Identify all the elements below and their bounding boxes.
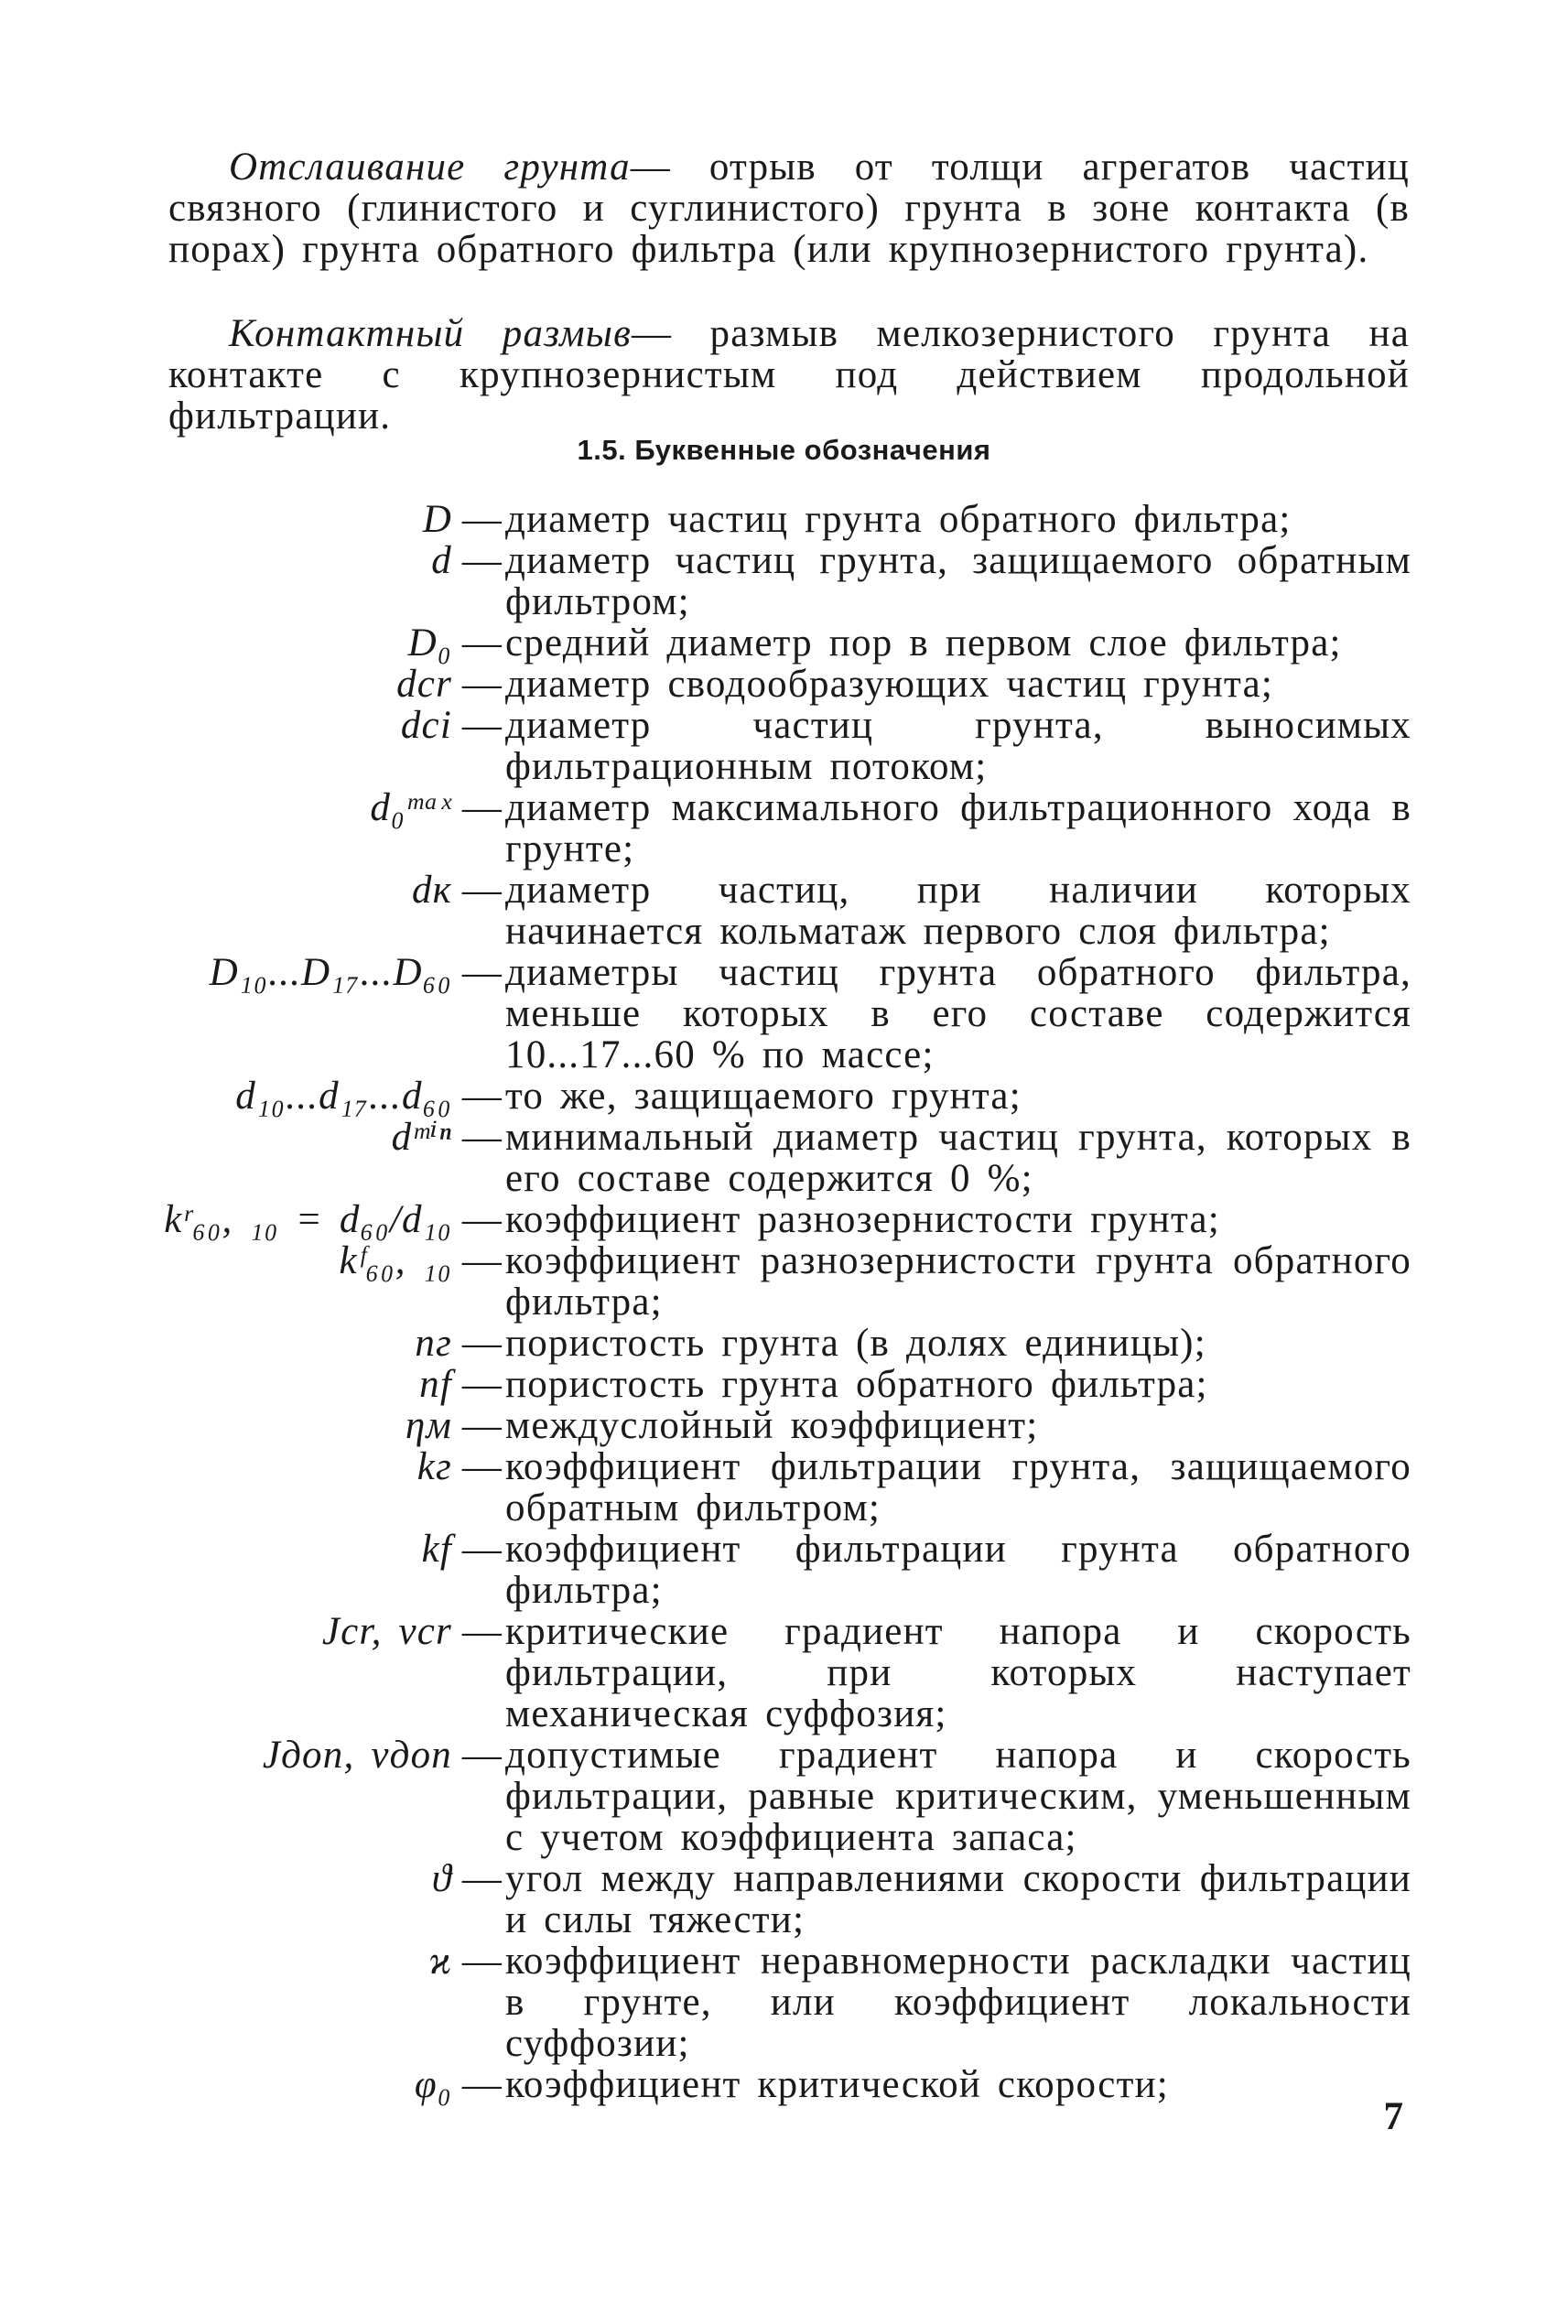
- definition-contact-erosion: — размыв мелкозернистого грунта на контакте с крупнозернистым под действием продольной фильтрации.: [168, 312, 1410, 438]
- page-number: 7: [1383, 2095, 1403, 2138]
- em-dash: —: [461, 1528, 503, 1571]
- intro-paragraph-2: [168, 313, 1410, 437]
- em-dash: —: [461, 786, 503, 829]
- em-dash: —: [461, 704, 503, 747]
- symbol-description: допустимые градиент напора и скорость фильтрации, равные критическим, уменьшенным с учетом коэффициента запаса;: [505, 1734, 1411, 1859]
- em-dash: —: [461, 869, 503, 912]
- symbol: dк: [411, 869, 452, 912]
- symbol-definition-row: [119, 1611, 1411, 1735]
- symbol-definition-row: [119, 870, 1411, 952]
- symbol: nг: [415, 1322, 452, 1365]
- symbol-description: диаметр частиц грунта, защищаемого обратным фильтром;: [505, 539, 1411, 623]
- symbol-description: диаметр максимального фильтрационного хода в грунте;: [505, 786, 1411, 870]
- symbol-description: средний диаметр пор в первом слое фильтра;: [505, 622, 1342, 665]
- em-dash: —: [461, 498, 503, 541]
- symbol-definition-row: [119, 1323, 1411, 1364]
- symbol-description: диаметр частиц грунта, выносимых фильтрационным потоком;: [505, 704, 1411, 788]
- symbol-description: коэффициент разнозернистости грунта обратного фильтра;: [505, 1239, 1411, 1324]
- symbol: D₀: [407, 622, 452, 665]
- symbol-description: диаметры частиц грунта обратного фильтра, меньше которых в его составе содержится 10...17...60 % по массе;: [505, 951, 1411, 1076]
- symbol: ϰ: [428, 1940, 452, 1983]
- symbol-description: диаметр сводообразующих частиц грунта;: [505, 663, 1274, 706]
- em-dash: —: [461, 539, 503, 582]
- symbol-definition-row: [119, 1240, 1411, 1323]
- em-dash: —: [461, 1116, 503, 1159]
- symbol-description: критические градиент напора и скорость фильтрации, при которых наступает механическая суффозия;: [505, 1610, 1411, 1735]
- em-dash: —: [461, 1363, 503, 1406]
- symbol-definition-row: [119, 499, 1411, 540]
- symbol: kf: [421, 1528, 452, 1571]
- em-dash: —: [461, 1322, 503, 1365]
- symbol: dcr: [396, 663, 452, 706]
- symbol: ηм: [405, 1404, 452, 1447]
- symbol: Jcr, vcr: [321, 1610, 452, 1653]
- symbol: d: [431, 539, 452, 582]
- symbol: kг: [416, 1445, 452, 1488]
- symbol-definition-row: [119, 622, 1411, 664]
- em-dash: —: [461, 1940, 503, 1983]
- symbol-definition-row: [119, 664, 1411, 705]
- symbol-description: коэффициент неравномерности раскладки частиц в грунте, или коэффициент локальности суффозии;: [505, 1940, 1411, 2065]
- symbol-description: коэффициент разнозернистости грунта;: [505, 1198, 1220, 1241]
- symbol: dci: [400, 704, 452, 747]
- em-dash: —: [461, 1239, 503, 1282]
- symbol-definition-row: [119, 1446, 1411, 1529]
- symbol-description: междуслойный коэффициент;: [505, 1404, 1039, 1447]
- symbol: ϑ: [431, 1857, 452, 1900]
- symbol: kʳ₆₀, ₁₀ = d₆₀/d₁₀: [164, 1198, 452, 1241]
- em-dash: —: [461, 1734, 503, 1777]
- em-dash: —: [461, 2063, 503, 2106]
- symbol-definition-row: [119, 1940, 1411, 2064]
- symbol-description: диаметр частиц грунта обратного фильтра;: [505, 498, 1292, 541]
- em-dash: —: [461, 622, 503, 665]
- symbol-description: коэффициент фильтрации грунта, защищаемого обратным фильтром;: [505, 1445, 1411, 1530]
- definition-delamination: — отрыв от толщи агрегатов частиц связного (глинистого и суглинистого) грунта в зоне контакта (в порах) грунта обратного фильтра (или крупнозернистого грунта).: [168, 146, 1410, 271]
- symbol: Jдоп, vдоп: [262, 1734, 452, 1777]
- symbol: kᶠ₆₀, ₁₀: [339, 1239, 452, 1282]
- symbol-description: минимальный диаметр частиц грунта, которых в его составе содержится 0 %;: [505, 1116, 1411, 1200]
- em-dash: —: [461, 1610, 503, 1653]
- symbol-definition-row: [119, 2064, 1411, 2105]
- symbol-description: коэффициент фильтрации грунта обратного фильтра;: [505, 1528, 1411, 1612]
- symbol: d₀ᵐᵃˣ: [370, 786, 452, 829]
- symbol-definition-row: [119, 952, 1411, 1076]
- section-heading: 1.5. Буквенные обозначения: [577, 434, 991, 466]
- symbol-definition-row: [119, 1405, 1411, 1446]
- symbol-definition-row: [119, 705, 1411, 787]
- term-contact-erosion: Контактный размыв: [229, 312, 632, 355]
- symbol-list: [119, 499, 1411, 2105]
- em-dash: —: [461, 1445, 503, 1488]
- symbol-definition-row: [119, 1529, 1411, 1611]
- intro-paragraph-1: [168, 146, 1410, 270]
- symbol-description: пористость грунта обратного фильтра;: [505, 1363, 1208, 1406]
- symbol: D: [422, 498, 452, 541]
- symbol: φ₀: [414, 2063, 452, 2106]
- symbol-definition-row: [119, 1199, 1411, 1240]
- symbol: dᵐⁱⁿ: [391, 1116, 452, 1159]
- symbol-description: коэффициент критической скорости;: [505, 2063, 1169, 2106]
- symbol-definition-row: [119, 1858, 1411, 1940]
- em-dash: —: [461, 1404, 503, 1447]
- em-dash: —: [461, 1857, 503, 1900]
- symbol-definition-row: [119, 787, 1411, 870]
- symbol-definition-row: [119, 540, 1411, 622]
- symbol: nf: [419, 1363, 452, 1406]
- em-dash: —: [461, 663, 503, 706]
- em-dash: —: [461, 951, 503, 994]
- em-dash: —: [461, 1075, 503, 1118]
- symbol: d₁₀...d₁₇...d₆₀: [235, 1075, 452, 1118]
- symbol-definition-row: [119, 1735, 1411, 1858]
- term-delamination: Отслаивание грунта: [229, 146, 631, 189]
- symbol-description: то же, защищаемого грунта;: [505, 1075, 1022, 1118]
- symbol-definition-row: [119, 1076, 1411, 1117]
- symbol-description: угол между направлениями скорости фильтрации и силы тяжести;: [505, 1857, 1411, 1941]
- symbol: D₁₀...D₁₇...D₆₀: [209, 951, 452, 994]
- symbol-definition-row: [119, 1364, 1411, 1405]
- symbol-description: пористость грунта (в долях единицы);: [505, 1322, 1206, 1365]
- symbol-description: диаметр частиц, при наличии которых начинается кольматаж первого слоя фильтра;: [505, 869, 1411, 953]
- em-dash: —: [461, 1198, 503, 1241]
- symbol-definition-row: [119, 1117, 1411, 1199]
